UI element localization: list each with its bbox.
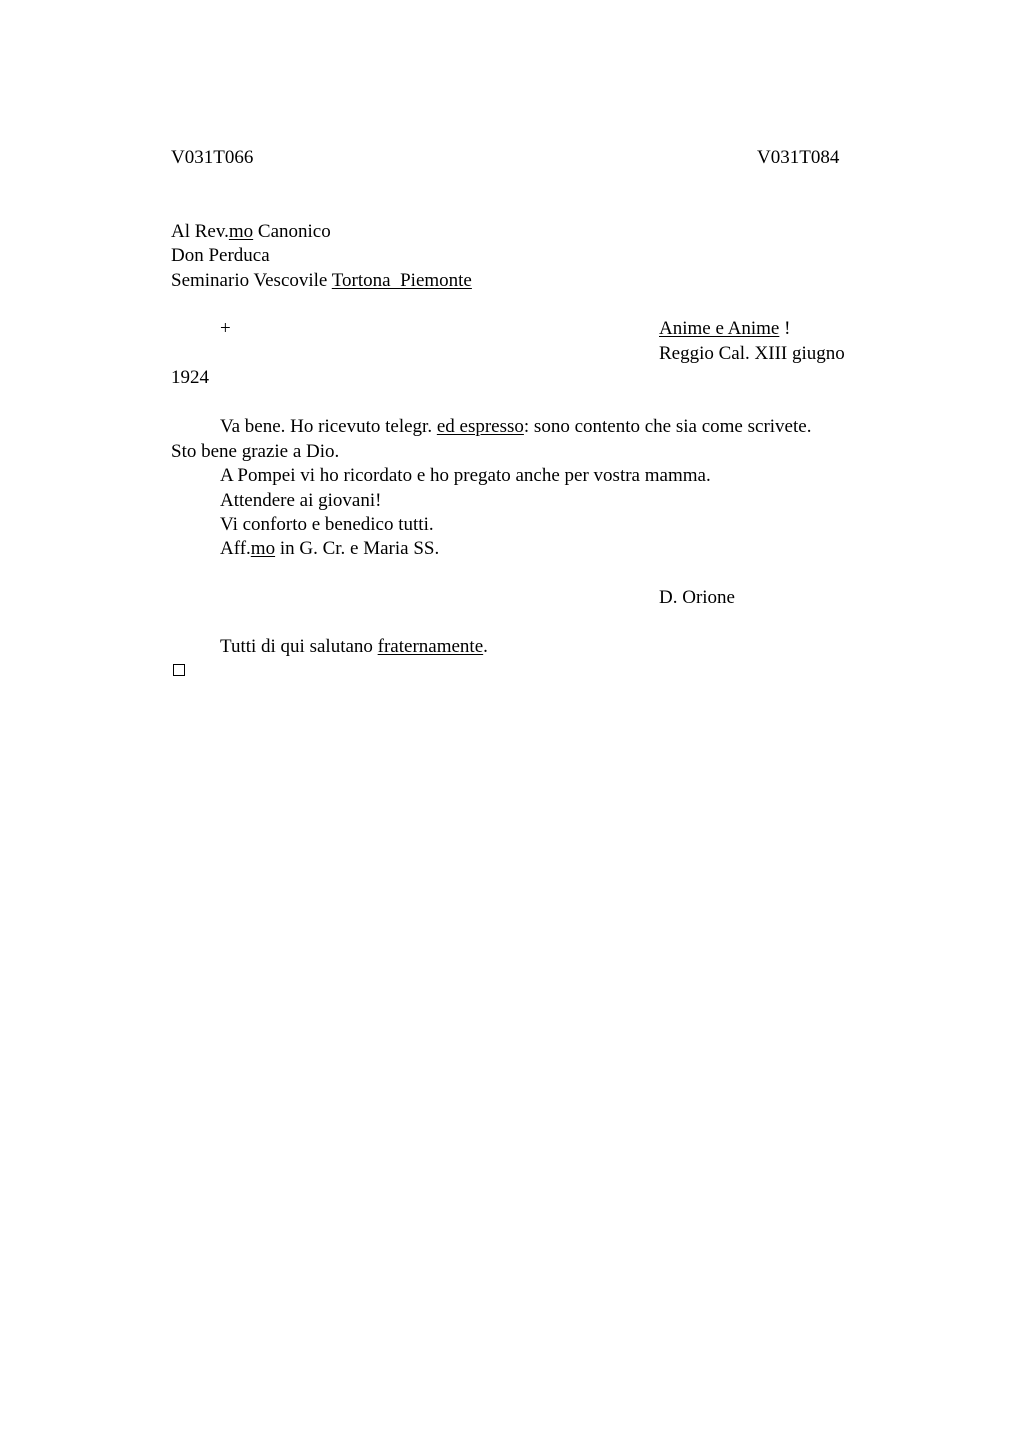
body-paragraph-2: A Pompei vi ho ricordato e ho pregato anche per vostra mamma. [220, 465, 711, 486]
document-code-left: V031T066 [171, 147, 254, 168]
closing-post: in G. Cr. e Maria SS. [275, 538, 440, 559]
body-paragraph-4: Vi conforto e benedico tutti. [220, 514, 434, 535]
address-line-2: Don Perduca [171, 245, 270, 266]
body-paragraph-1-continued: Sto bene grazie a Dio. [171, 441, 340, 462]
document-code-right: V031T084 [757, 147, 840, 168]
postscript [220, 635, 488, 659]
body-paragraph-1 [220, 415, 811, 439]
body-p1-pre: Va bene. Ho ricevuto telegr. [220, 416, 437, 437]
closing-underlined: mo [250, 538, 276, 559]
place-date: Reggio Cal. XIII giugno [659, 343, 845, 364]
address-line-3 [171, 269, 472, 293]
address-line-3-underlined: Tortona Piemonte [331, 270, 472, 291]
postscript-pre: Tutti di qui salutano [220, 636, 378, 657]
closing-line [220, 537, 439, 561]
empty-box-icon [173, 664, 185, 676]
year: 1924 [171, 367, 209, 388]
address-line-1-pre: Al Rev. [171, 221, 229, 242]
address-line-1 [171, 220, 331, 244]
cross-mark: + [220, 318, 231, 339]
closing-pre: Aff. [220, 538, 251, 559]
body-paragraph-3: Attendere ai giovani! [220, 490, 382, 511]
motto-underlined: Anime e Anime [659, 318, 780, 339]
signature: D. Orione [659, 587, 735, 608]
postscript-post: . [483, 636, 488, 657]
motto-post: ! [779, 318, 791, 339]
body-p1-underlined: ed espresso [436, 416, 524, 437]
address-line-1-post: Canonico [253, 221, 331, 242]
address-line-3-pre: Seminario Vescovile [171, 270, 332, 291]
postscript-underlined: fraternamente [377, 636, 484, 657]
body-p1-post: : sono contento che sia come scrivete. [523, 416, 812, 437]
motto [659, 317, 790, 341]
address-line-1-underlined: mo [228, 221, 254, 242]
